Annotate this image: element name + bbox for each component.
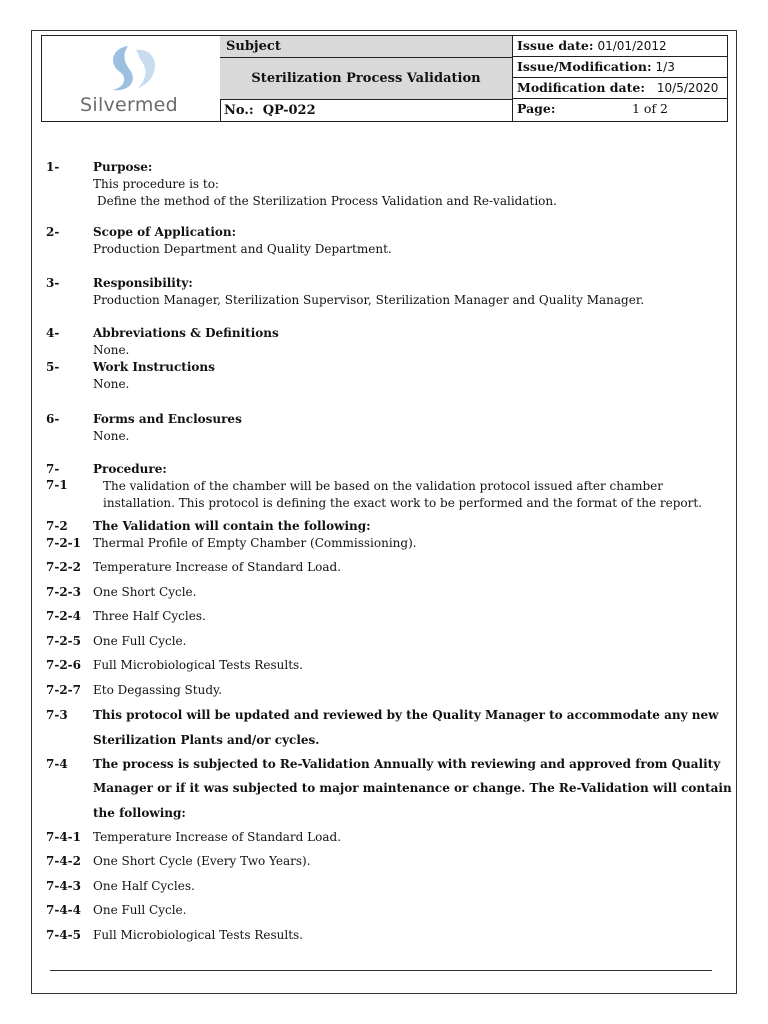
item-heading: The Validation will contain the following: <box>93 519 371 533</box>
item-text: installation. This protocol is defining the exact work to be performed and the format of the report. <box>103 496 702 510</box>
no-value: QP-022 <box>262 103 316 118</box>
list-item-number: 7-2-1 <box>46 536 82 550</box>
logo-wordmark: Silvermed <box>80 94 178 116</box>
section-title: Procedure: <box>93 462 167 476</box>
section-number: 6- <box>46 412 60 426</box>
page-value: 1 of 2 <box>632 101 669 116</box>
item-number: 7-3 <box>46 708 68 722</box>
list-item-number: 7-4-3 <box>46 879 82 893</box>
list-item-number: 7-2-2 <box>46 560 82 574</box>
modification-date-row <box>512 78 727 99</box>
list-item-number: 7-4-4 <box>46 903 82 917</box>
section-text: None. <box>93 343 130 357</box>
list-item-number: 7-2-4 <box>46 609 82 623</box>
item-number: 7-2 <box>46 519 68 533</box>
document-title: Sterilization Process Validation <box>220 58 512 100</box>
item-text: This protocol will be updated and reviewed by the Quality Manager to accommodate any new <box>93 708 719 722</box>
section-title: Work Instructions <box>93 360 215 374</box>
issue-date-row <box>512 36 727 57</box>
issue-date-label: Issue date: <box>517 38 594 53</box>
section-text: Production Department and Quality Department. <box>93 242 392 256</box>
footer-rule <box>50 970 712 971</box>
item-number: 7-4 <box>46 757 68 771</box>
page-border <box>31 30 737 994</box>
list-item: Temperature Increase of Standard Load. <box>93 560 342 574</box>
item-text: Sterilization Plants and/or cycles. <box>93 733 320 747</box>
section-title: Responsibility: <box>93 276 193 290</box>
section-title: Scope of Application: <box>93 225 237 239</box>
silvermed-logo-icon <box>98 42 168 94</box>
list-item: Full Microbiological Tests Results. <box>93 928 303 942</box>
list-item: Temperature Increase of Standard Load. <box>93 830 342 844</box>
subject-cell <box>220 36 513 121</box>
section-number: 2- <box>46 225 60 239</box>
issue-date-value: 01/01/2012 <box>597 39 667 53</box>
list-item-number: 7-4-5 <box>46 928 82 942</box>
logo-cell <box>42 36 221 121</box>
item-text: The process is subjected to Re-Validation Annually with reviewing and approved from Quality <box>93 757 721 771</box>
item-text: Manager or if it was subjected to major maintenance or change. The Re-Validation will contain <box>93 781 732 795</box>
section-title: Forms and Enclosures <box>93 412 242 426</box>
section-number: 5- <box>46 360 60 374</box>
list-item: Three Half Cycles. <box>93 609 206 623</box>
list-item-number: 7-2-5 <box>46 634 82 648</box>
item-text: the following: <box>93 806 186 820</box>
section-number: 4- <box>46 326 60 340</box>
list-item: One Short Cycle. <box>93 585 197 599</box>
list-item: One Full Cycle. <box>93 903 187 917</box>
item-number: 7-1 <box>46 478 68 492</box>
mod-date-value: 10/5/2020 <box>656 81 719 95</box>
issue-mod-value: 1/3 <box>655 60 675 74</box>
item-text: The validation of the chamber will be based on the validation protocol issued after chamber <box>103 479 664 493</box>
subject-label: Subject <box>220 36 512 58</box>
list-item: Full Microbiological Tests Results. <box>93 658 303 672</box>
list-item: One Full Cycle. <box>93 634 187 648</box>
section-text: None. <box>93 377 130 391</box>
page-label: Page: <box>517 101 556 116</box>
list-item-number: 7-2-6 <box>46 658 82 672</box>
meta-cell <box>512 36 727 121</box>
page-row <box>512 99 727 120</box>
section-text: Production Manager, Sterilization Supervisor, Sterilization Manager and Quality Manager. <box>93 293 645 307</box>
list-item-number: 7-2-3 <box>46 585 82 599</box>
issue-mod-label: Issue/Modification: <box>517 59 652 74</box>
list-item: Thermal Profile of Empty Chamber (Commissioning). <box>93 536 417 550</box>
list-item: One Half Cycles. <box>93 879 195 893</box>
list-item-number: 7-2-7 <box>46 683 82 697</box>
list-item: One Short Cycle (Every Two Years). <box>93 854 311 868</box>
no-label: No.: <box>224 103 254 118</box>
section-number: 1- <box>46 160 60 174</box>
list-item-number: 7-4-1 <box>46 830 82 844</box>
section-text: Define the method of the Sterilization Process Validation and Re-validation. <box>97 194 557 208</box>
section-text: None. <box>93 429 130 443</box>
list-item: Eto Degassing Study. <box>93 683 223 697</box>
document-number <box>220 100 512 121</box>
issue-modification-row <box>512 57 727 78</box>
document-header-table <box>41 35 728 122</box>
section-title: Abbreviations & Definitions <box>93 326 279 340</box>
mod-date-label: Modification date: <box>517 80 645 95</box>
section-number: 7- <box>46 462 60 476</box>
list-item-number: 7-4-2 <box>46 854 82 868</box>
section-title: Purpose: <box>93 160 153 174</box>
section-text: This procedure is to: <box>93 177 219 191</box>
section-number: 3- <box>46 276 60 290</box>
